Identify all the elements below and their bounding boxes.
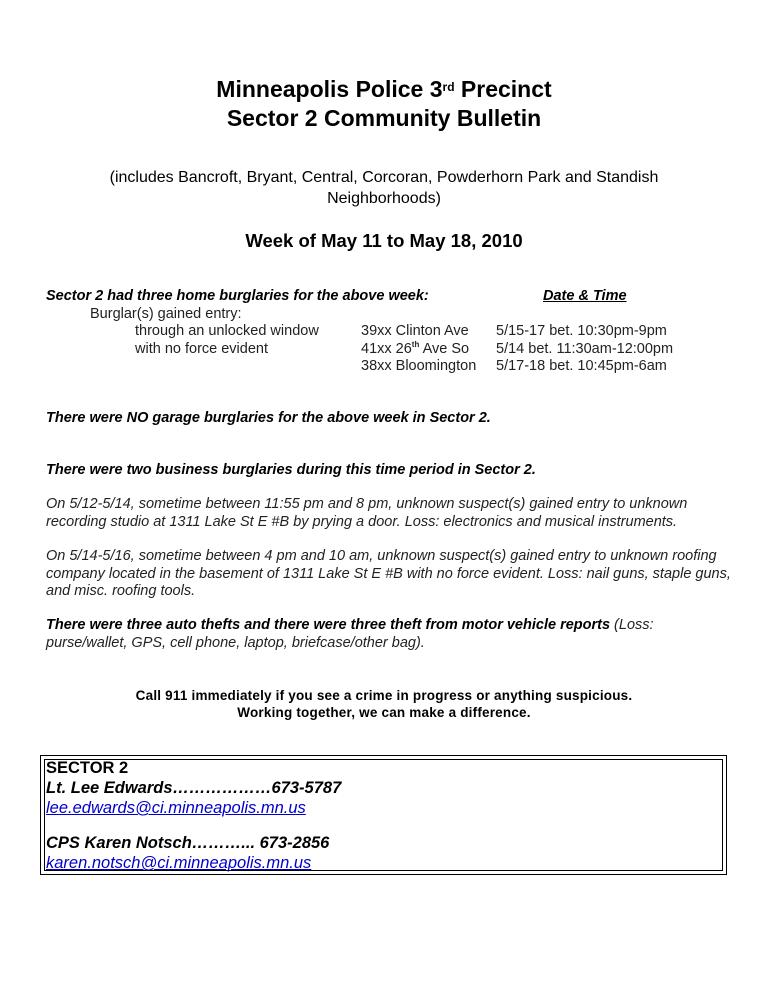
method-row-2: with no force evident — [135, 341, 268, 357]
title-superscript: rd — [442, 80, 455, 94]
call-911-line: Call 911 immediately if you see a crime in progress or anything suspicious. — [135, 688, 633, 703]
week-heading: Week of May 11 to May 18, 2010 — [245, 230, 523, 251]
working-together-line: Working together, we can make a difference. — [237, 705, 531, 720]
datetime-row-1: 5/15-17 bet. 10:30pm-9pm — [496, 323, 667, 339]
neighborhoods-note: (includes Bancroft, Bryant, Central, Corcoran, Powderhorn Park and Standish Neighborhoods) — [109, 169, 659, 207]
date-time-header: Date & Time — [543, 288, 627, 304]
datetime-row-2: 5/14 bet. 11:30am-12:00pm — [496, 341, 674, 357]
datetime-row-3: 5/17-18 bet. 10:45pm-6am — [496, 358, 667, 374]
bulletin-title-line2: Sector 2 Community Bulletin — [226, 105, 542, 131]
address-row-2-sup: th — [411, 340, 420, 349]
sector-label: SECTOR 2 — [46, 759, 129, 777]
method-row-1: through an unlocked window — [135, 323, 319, 339]
auto-theft-note — [46, 617, 736, 652]
address-row-3: 38xx Bloomington — [361, 358, 477, 374]
cps-email-link[interactable]: karen.notsch@ci.minneapolis.mn.us — [46, 854, 312, 872]
home-burglary-heading: Sector 2 had three home burglaries for the above week: — [46, 288, 429, 304]
address-row-2-post: Ave So — [419, 341, 470, 357]
lt-contact: Lt. Lee Edwards………………673-5787 — [46, 779, 342, 797]
auto-theft-bold: There were three auto thefts and there were three theft from motor vehicle reports — [46, 617, 611, 633]
lt-email-link[interactable]: lee.edwards@ci.minneapolis.mn.us — [46, 799, 306, 817]
business-burglary-heading: There were two business burglaries during this time period in Sector 2. — [46, 462, 536, 478]
cps-contact: CPS Karen Notsch………... 673-2856 — [46, 834, 330, 852]
title-precinct-suffix: Precinct — [454, 76, 552, 102]
business-incident-2: On 5/14-5/16, sometime between 4 pm and 10 am, unknown suspect(s) gained entry to unknown roofing company located in the basement of 1311 Lake St E #B with no force evident. Loss: nail guns, staple guns, and misc. roofing tools. — [46, 548, 731, 599]
address-row-1: 39xx Clinton Ave — [361, 323, 469, 339]
title-precinct-text: Minneapolis Police 3 — [216, 76, 443, 102]
gained-entry-label: Burglar(s) gained entry: — [90, 306, 242, 322]
bulletin-title-line1 — [0, 75, 768, 103]
business-incident-1: On 5/12-5/14, sometime between 11:55 pm and 8 pm, unknown suspect(s) gained entry to unknown recording studio at 1311 Lake St E #B by prying a door. Loss: electronics and musical instruments. — [46, 496, 688, 530]
auto-theft-loss: (Loss: purse/wallet, GPS, cell phone, laptop, briefcase/other bag). — [46, 617, 654, 651]
address-row-2-main: 41xx 26 — [361, 341, 412, 357]
garage-burglary-note: There were NO garage burglaries for the above week in Sector 2. — [46, 410, 491, 426]
address-row-2 — [361, 341, 469, 357]
